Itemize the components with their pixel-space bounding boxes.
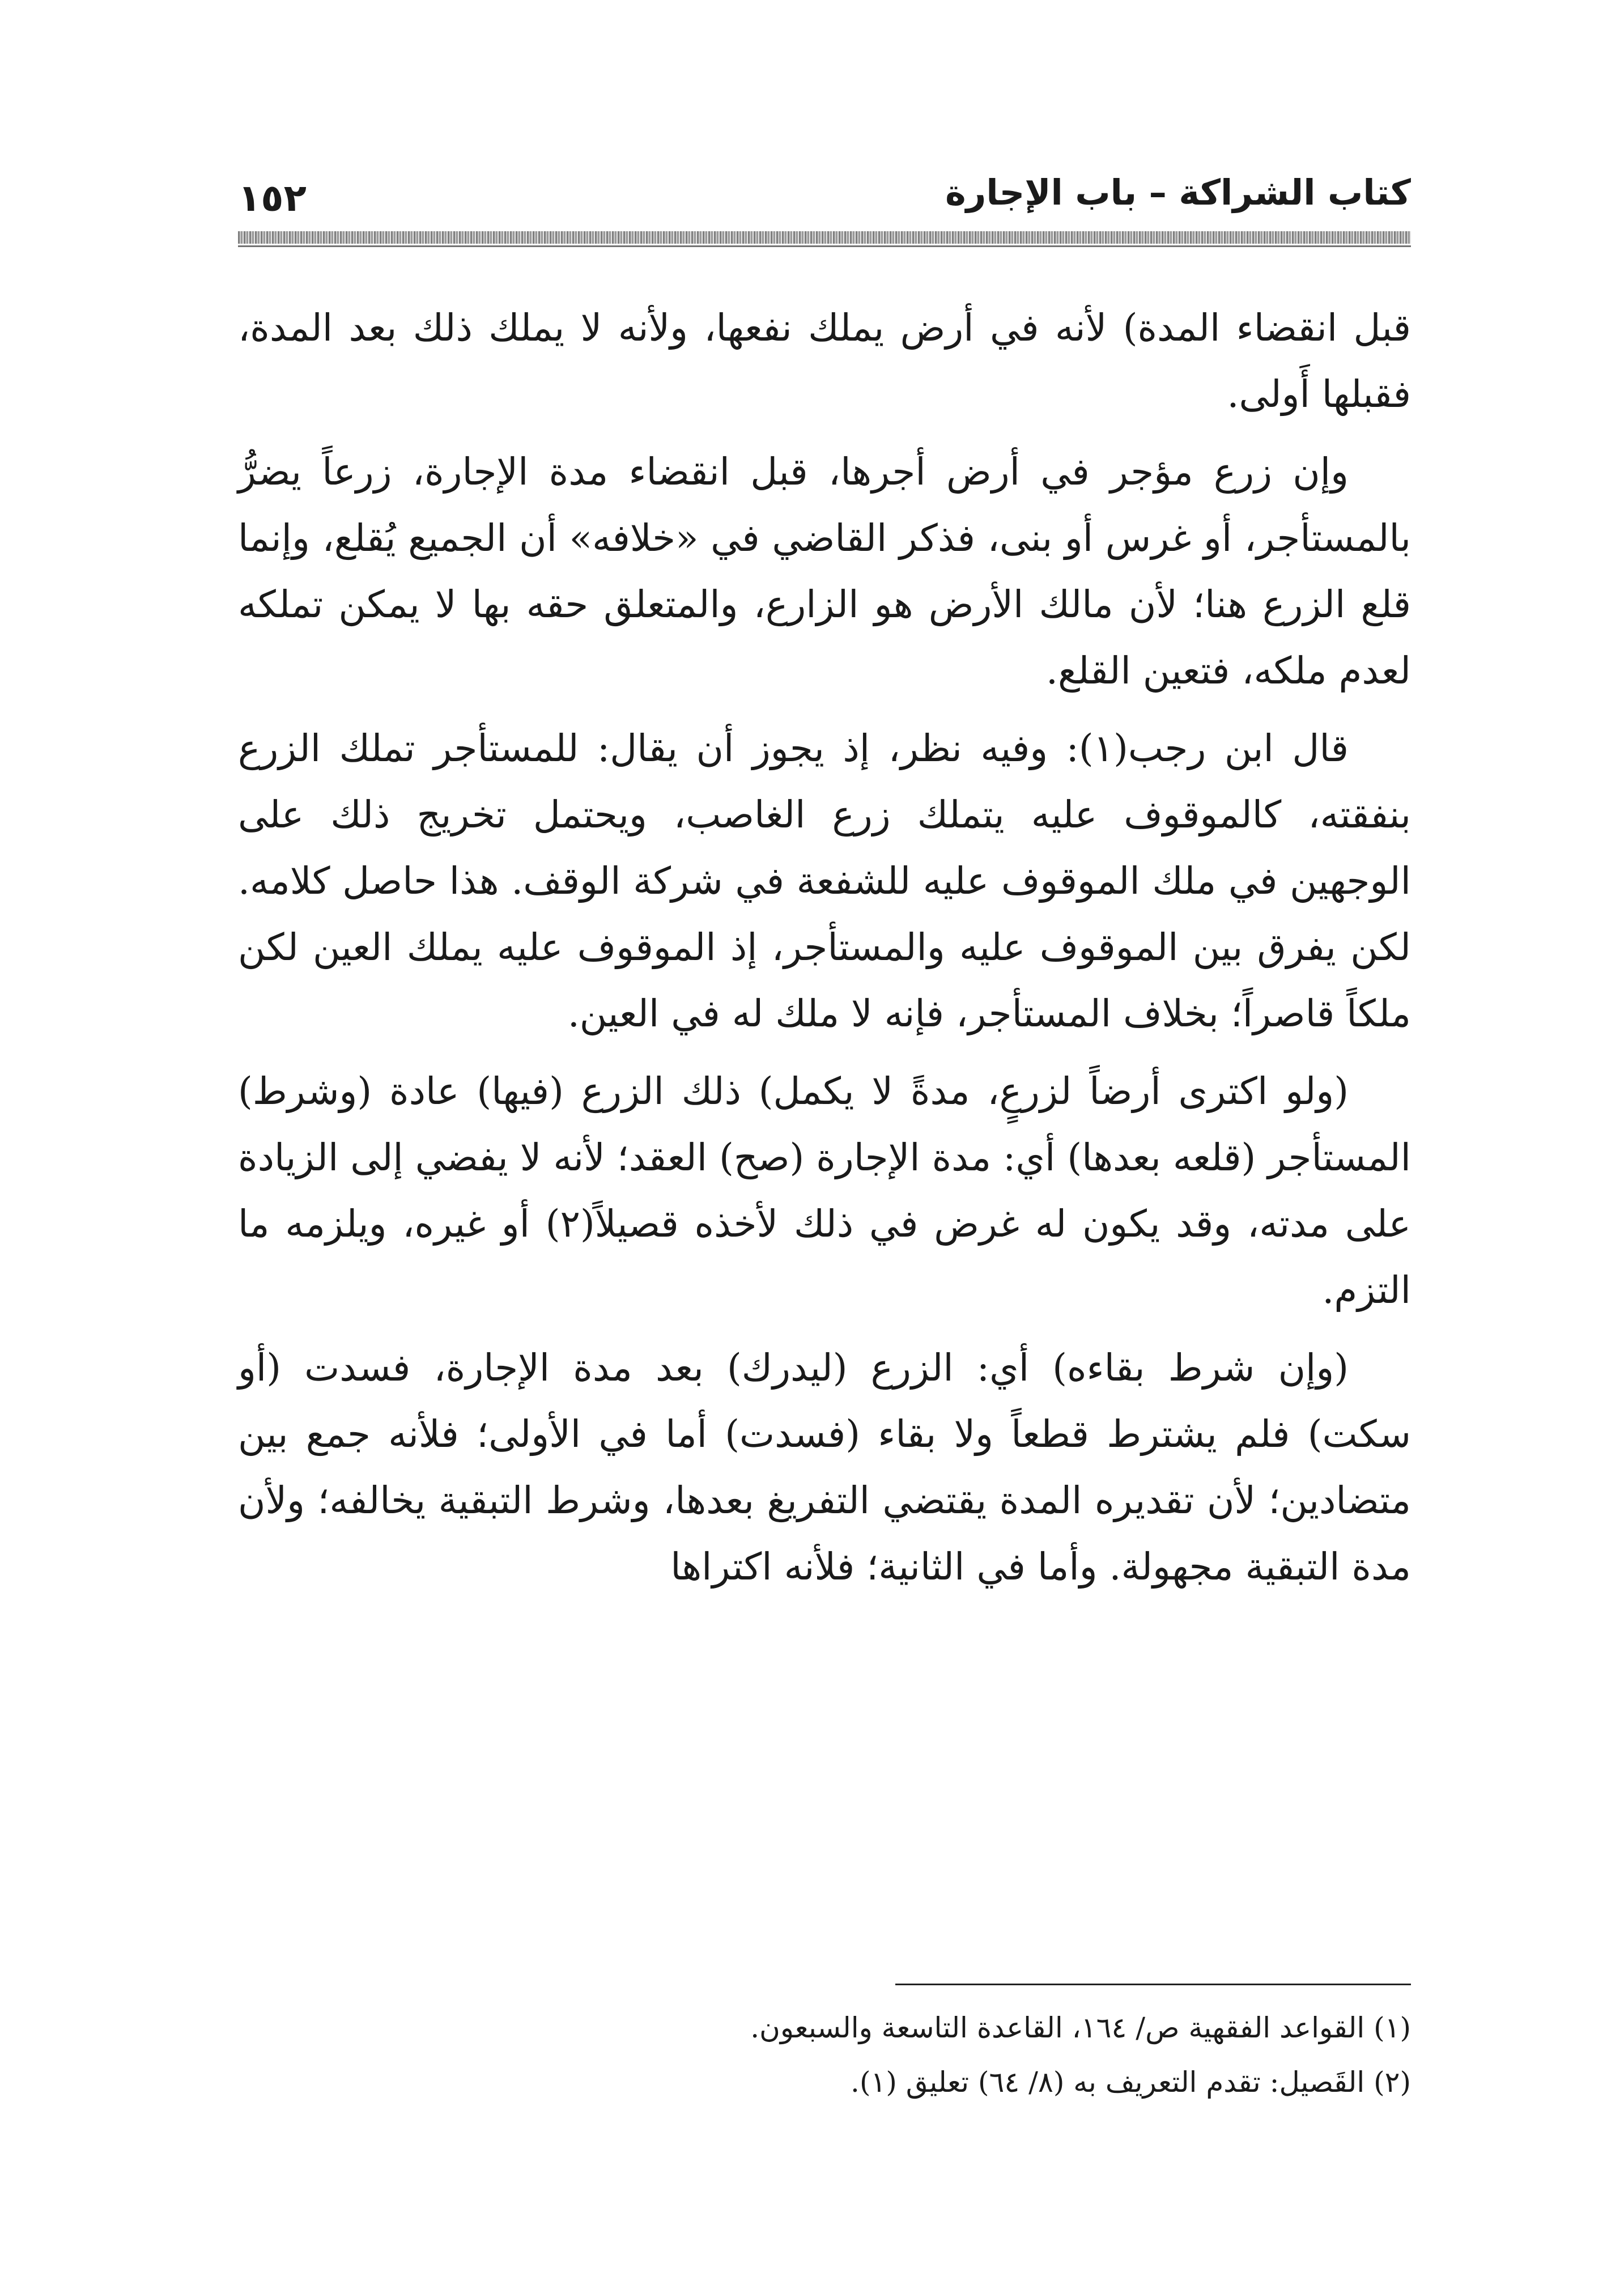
paragraph: (ولو اكترى أرضاً لزرعٍ، مدةً لا يكمل) ذلك الزرع (فيها) عادة (وشرط) المستأجر (قلعه بعدها) أي: مدة الإجارة (صح) العقد؛ لأنه لا يفضي إلى الزيادة على مدته، وقد يكون له غرض في ذلك لأخذه قصيلاً(٢) أو غيره، ويلزمه ما التزم. [238, 1069, 1412, 1312]
running-title: كتاب الشراكة – باب الإجارة [945, 172, 1411, 213]
page-number: ١٥٢ [238, 176, 307, 220]
main-text [238, 295, 1411, 1961]
footnote: (١) القواعد الفقهية ص/ ١٦٤، القاعدة التاسعة والسبعون. [750, 2011, 1411, 2044]
page-header [238, 164, 1411, 227]
footnote-divider [895, 1984, 1411, 1985]
paragraph: قال ابن رجب(١): وفيه نظر، إذ يجوز أن يقال: للمستأجر تملك الزرع بنفقته، كالموقوف عليه يتملك زرع الغاصب، ويحتمل تخريج ذلك على الوجهين في ملك الموقوف عليه للشفعة في شركة الوقف. هذا حاصل كلامه. لكن يفرق بين الموقوف عليه والمستأجر، إذ الموقوف عليه يملك العين لكن ملكاً قاصراً؛ بخلاف المستأجر، فإنه لا ملك له في العين. [238, 727, 1411, 1035]
paragraph: قبل انقضاء المدة) لأنه في أرض يملك نفعها، ولأنه لا يملك ذلك بعد المدة، فقبلها أَولى. [238, 306, 1411, 416]
paragraph: وإن زرع مؤجر في أرض أجرها، قبل انقضاء مدة الإجارة، زرعاً يضرُّ بالمستأجر، أو غرس أو بنى، فذكر القاضي في «خلافه» أن الجميع يُقلع، وإنما قلع الزرع هنا؛ لأن مالك الأرض هو الزارع، والمتعلق حقه بها لا يمكن تملكه لعدم ملكه، فتعين القلع. [238, 450, 1411, 693]
footnotes [238, 2001, 1411, 2109]
footnote: (٢) القَصيل: تقدم التعريف به (٨/ ٦٤) تعليق (١). [851, 2066, 1411, 2099]
header-divider [238, 231, 1411, 244]
paragraph: (وإن شرط بقاءه) أي: الزرع (ليدرك) بعد مدة الإجارة، فسدت (أو سكت) فلم يشترط قطعاً ولا بقاء (فسدت) أما في الأولى؛ فلأنه جمع بين متضادين؛ لأن تقديره المدة يقتضي التفريغ بعدها، وشرط التبقية يخالفه؛ ولأن مدة التبقية مجهولة. وأما في الثانية؛ فلأنه اكتراها [238, 1346, 1411, 1589]
